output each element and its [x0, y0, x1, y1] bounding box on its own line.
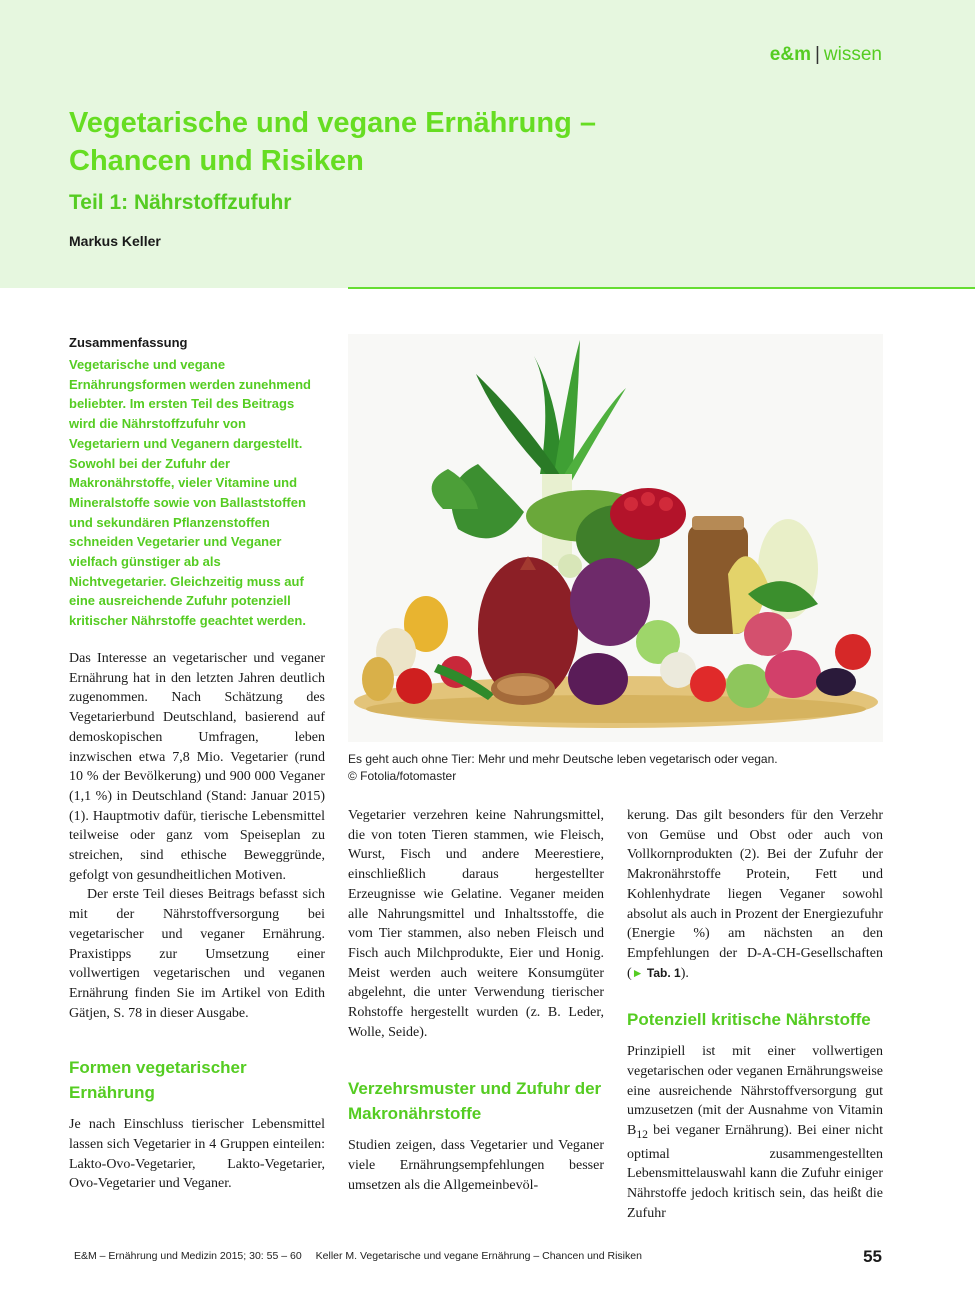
- paragraph: Je nach Einschluss tierischer Lebensmittel lassen sich Vegetarier in 4 Gruppen einteilen: Lakto-Ovo-Vegetarier, Lakto-Vegetarier, Ovo-Vegetarier und Veganer.: [69, 1117, 325, 1192]
- article-subtitle: Teil 1: Nährstoffzufuhr: [69, 191, 292, 214]
- arrow-right-icon: ►: [631, 965, 644, 980]
- section-heading: Verzehrsmuster und Zufuhr der Makronährstoffe: [348, 1079, 602, 1124]
- paragraph: Vegetarier verzehren keine Nahrungsmittel, die von toten Tieren stammen, wie Fleisch, Wurst, Fisch und andere Meerestiere, einschließlich daraus hergestellter Erzeugnisse wie Gelatine. Veganer meiden alle Nahrungsmittel und Inhaltsstoffe, die vom Tier stammen, also neben Fleisch und Fisch auch Milchprodukte, Eier und Honig. Meist werden auch weitere Konsumgüter abgelehnt, die unter Verwendung tierischer Rohstoffe hergestellt wurden (z. B. Leder, Wolle, Seide).: [348, 808, 604, 1040]
- vegetable-illustration: [348, 334, 883, 742]
- author-name: Markus Keller: [69, 233, 161, 249]
- paragraph: Studien zeigen, dass Vegetarier und Veganer viele Ernährungsempfehlungen besser umsetzen als die Allgemeinbevöl-: [348, 1138, 604, 1193]
- table-reference-link[interactable]: [632, 966, 681, 980]
- footer-citation: [74, 1250, 642, 1262]
- page-number: 55: [863, 1247, 882, 1266]
- paragraph-text: bei veganer Ernährung). Bei einer nicht optimal zusammengestellten Lebensmittelauswahl kann die Zufuhr einiger Nährstoffe jedoch kritisch sein, das heißt die Zufuhr: [627, 1123, 883, 1221]
- section-heading: Potenziell kritische Nährstoffe: [627, 1010, 871, 1030]
- paragraph: Der erste Teil dieses Beitrags befasst sich mit der Nährstoffversorgung bei vegetarischer und veganer Ernährung. Praxistipps zur Umsetzung einer vollwertigen vegetarischen und veganen Ernährung finden Sie im Artikel von Edith Gätjen, S. 78 in dieser Ausgabe.: [69, 887, 325, 1021]
- text-column-1: [69, 649, 325, 1194]
- table-reference-label: Tab. 1: [646, 965, 681, 980]
- section-label: wissen: [823, 44, 882, 65]
- summary-text: Vegetarische und vegane Ernährungsformen werden zunehmend beliebter. Im ersten Teil des Beitrags wird die Nährstoffzufuhr von Vegetariern und Veganern dargestellt. Sowohl bei der Zufuhr der Makronährstoffe, vieler Vitamine und Mineralstoffe sowie von Ballaststoffen und sekundären Pflanzenstoffen schneiden Vegetarier und Veganer vielfach günstiger ab als Nichtvegetarier. Gleichzeitig muss auf eine ausreichende Zufuhr potenziell kritischer Nährstoffe geachtet werden.: [69, 357, 311, 629]
- header-rule: [348, 287, 975, 289]
- paragraph: [627, 806, 883, 983]
- text-column-2: [348, 806, 604, 1196]
- summary-box: [69, 334, 319, 631]
- text-column-3: [627, 806, 883, 1223]
- section-heading: Formen vegetarischer Ernährung: [69, 1058, 247, 1103]
- summary-heading: Zusammenfassung: [69, 335, 188, 350]
- journal-info: E&M – Ernährung und Medizin 2015; 30: 55 – 60: [74, 1250, 302, 1262]
- brand-label: e&m: [769, 44, 811, 65]
- paragraph-text-end: ).: [680, 965, 689, 981]
- subscript: 12: [636, 1127, 648, 1141]
- paragraph-text: kerung. Das gilt besonders für den Verzehr von Gemüse und Obst oder auch von Vollkornprodukten (2). Bei der Zufuhr der Makronährstoffe Protein, Fett und Kohlenhydrate liegen Veganer sowohl absolut als auch in Prozent der Energiezufuhr (Energie %) am nächsten an den Empfehlungen der D-A-CH-Gesellschaften (: [627, 808, 883, 981]
- paragraph-text: Prinzipiell ist mit einer vollwertigen vegetarischen oder veganen Ernährungsweise eine ausreichende Nährstoffversorgung gut umzusetzen (mit der Ausnahme von Vitamin B: [627, 1044, 883, 1139]
- article-citation: Keller M. Vegetarische und vegane Ernährung – Chancen und Risiken: [315, 1250, 642, 1262]
- paragraph: [627, 1042, 883, 1223]
- paragraph: Das Interesse an vegetarischer und veganer Ernährung hat in den letzten Jahren deutlich zugenommen. Nach Schätzung des Vegetarierbund Deutschland, basierend auf demoskopischen Umfragen, leben inzwischen etwa 7,8 Mio. Vegetarier (rund 10 % der Bevölkerung) und 900 000 Veganer (1,1 %) in Deutschland (Stand: Januar 2015) (1). Hauptmotiv dafür, tierische Lebensmittel teilweise oder ganz vom Speiseplan zu streichen, sind ethische Beweggründe, gefolgt von gesundheitlichen Motiven.: [69, 651, 325, 883]
- section-tag: [770, 44, 882, 66]
- article-title: Vegetarische und vegane Ernährung – Chancen und Risiken: [69, 107, 596, 177]
- vegetable-photo: [348, 334, 883, 742]
- figure-caption: [348, 751, 883, 785]
- section-separator: |: [814, 44, 820, 65]
- caption-credit: © Fotolia/fotomaster: [348, 769, 457, 783]
- caption-text: Es geht auch ohne Tier: Mehr und mehr Deutsche leben vegetarisch oder vegan.: [348, 752, 778, 766]
